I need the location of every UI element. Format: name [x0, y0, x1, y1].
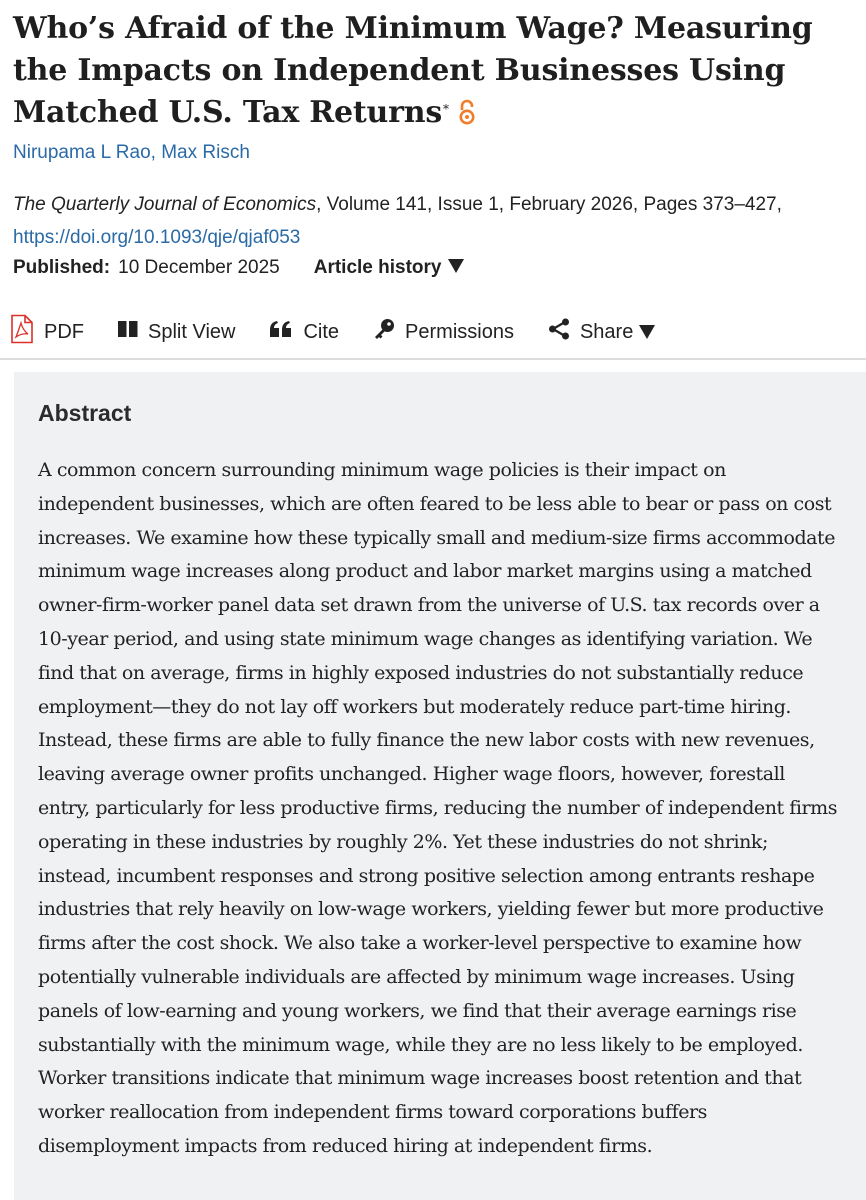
cite-button[interactable]	[269, 320, 339, 344]
section-divider	[0, 358, 866, 360]
journal-name: The Quarterly Journal of Economics	[13, 194, 317, 215]
citation-details: , Volume 141, Issue 1, February 2026, Pages 373–427,	[316, 194, 782, 215]
title-footnote-marker[interactable]: *	[443, 102, 449, 116]
quote-icon	[269, 320, 293, 344]
split-view-button[interactable]	[118, 320, 235, 344]
article-history-label: Article history	[313, 257, 442, 278]
article-title	[13, 8, 858, 134]
article-history-toggle[interactable]	[314, 257, 464, 278]
citation	[13, 188, 858, 254]
split-view-icon	[118, 320, 138, 344]
share-button[interactable]	[548, 318, 655, 346]
author-list	[13, 141, 250, 165]
share-label: Share	[579, 320, 634, 343]
article-title-text: Who’s Afraid of the Minimum Wage? Measuring the Impacts on Independent Businesses Using Matched U.S. Tax Returns	[13, 11, 813, 130]
doi-link[interactable]: https://doi.org/10.1093/qje/qjaf053	[13, 227, 301, 248]
article-toolbar	[10, 313, 689, 351]
abstract-text: A common concern surrounding minimum wage policies is their impact on independent businesses, which are often feared to be less able to bear or pass on cost increases. We examine how these typically small and medium-size firms accommodate minimum wage increases along product and labor market margins using a matched owner-firm-worker panel data set drawn from the universe of U.S. tax records over a 10-year period, and using state minimum wage changes as identifying variation. We find that on average, firms in highly exposed industries do not substantially reduce employment—they do not lay off workers but moderately reduce part-time hiring. Instead, these firms are able to fully finance the new labor costs with new revenues, leaving average owner profits unchanged. Higher wage floors, however, forestall entry, particularly for less productive firms, reducing the number of independent firms operating in these industries by roughly 2%. Yet these industries do not shrink; instead, incumbent responses and strong positive selection among entrants reshape industries that rely heavily on low-wage workers, yielding fewer but more productive firms after the cost shock. We also take a worker-level perspective to examine how potentially vulnerable individuals are affected by minimum wage increases. Using panels of low-earning and young workers, we find that their average earnings rise substantially with the minimum wage, while they are no less likely to be employed. Worker transitions indicate that minimum wage increases boost retention and that worker reallocation from independent firms toward corporations buffers disemployment impacts from reduced hiring at independent firms.	[38, 459, 837, 1157]
abstract-heading: Abstract	[38, 400, 132, 426]
caret-down-icon	[639, 325, 655, 339]
permissions-label: Permissions	[405, 320, 514, 343]
pdf-label: PDF	[44, 320, 84, 343]
author-separator: ,	[150, 142, 162, 163]
author-link[interactable]: Nirupama L Rao	[13, 142, 151, 163]
cite-label: Cite	[303, 320, 340, 343]
publication-info	[13, 256, 464, 280]
caret-down-icon	[448, 259, 464, 273]
share-icon	[548, 318, 570, 346]
abstract-section	[14, 372, 866, 1200]
pdf-button[interactable]	[10, 314, 84, 350]
published-date: 10 December 2025	[118, 257, 280, 278]
pdf-icon	[10, 314, 34, 350]
split-view-label: Split View	[148, 320, 236, 343]
permissions-button[interactable]	[373, 318, 514, 346]
author-link[interactable]: Max Risch	[161, 142, 250, 163]
open-access-icon	[457, 95, 477, 121]
published-label: Published:	[13, 257, 111, 278]
key-icon	[373, 318, 395, 346]
